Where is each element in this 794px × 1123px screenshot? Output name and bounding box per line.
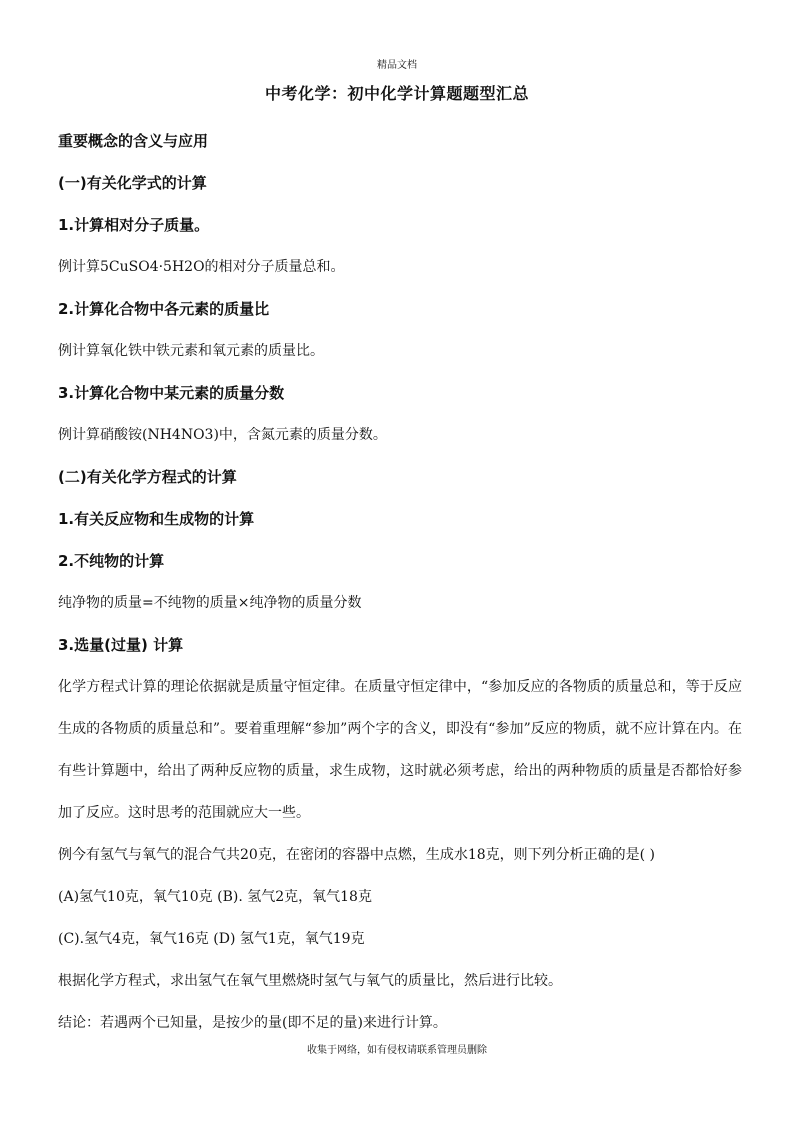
conclusion: 结论：若遇两个已知量，是按少的量(即不足的量)来进行计算。 <box>58 1015 447 1031</box>
subheading-relative-molecular-mass: 1.计算相对分子质量。 <box>58 216 210 234</box>
header-watermark: 精品文档 <box>377 60 417 71</box>
example-mass-fraction: 例计算硝酸铵(NH4NO3)中，含氮元素的质量分数。 <box>58 427 387 443</box>
subheading-mass-fraction: 3.计算化合物中某元素的质量分数 <box>58 384 285 402</box>
example-relative-molecular-mass: 例计算5CuSO4·5H2O的相对分子质量总和。 <box>58 259 345 275</box>
document-body <box>58 120 742 1044</box>
answer-options-ab: (A)氢气10克，氧气10克 (B). 氢气2克，氧气18克 <box>58 889 372 905</box>
subheading-element-mass-ratio: 2.计算化合物中各元素的质量比 <box>58 300 270 318</box>
subheading-excess-calc: 3.选量(过量) 计算 <box>58 636 184 654</box>
example-question: 例今有氢气与氧气的混合气共20克，在密闭的容器中点燃，生成水18克，则下列分析正确的是( ) <box>58 847 656 863</box>
section-heading-formula-calc: (一)有关化学式的计算 <box>58 174 207 192</box>
example-element-mass-ratio: 例计算氧化铁中铁元素和氧元素的质量比。 <box>58 343 324 359</box>
section-heading-concepts: 重要概念的含义与应用 <box>58 132 209 150</box>
subheading-impure-substances: 2.不纯物的计算 <box>58 552 165 570</box>
solution-method: 根据化学方程式，求出氢气在氧气里燃烧时氢气与氧气的质量比，然后进行比较。 <box>58 973 562 989</box>
page-title: 中考化学：初中化学计算题题型汇总 <box>264 84 529 103</box>
section-heading-equation-calc: (二)有关化学方程式的计算 <box>58 468 237 486</box>
paragraph-conservation-of-mass: 化学方程式计算的理论依据就是质量守恒定律。在质量守恒定律中，“参加反应的各物质的质量总和，等于反应生成的各物质的质量总和”。要着重理解“参加”两个字的含义，即没有“参加”反应的物质，就不应计算在内。在有些计算题中，给出了两种反应物的质量，求生成物，这时就必须考虑，给出的两种物质的质量是否都恰好参加了反应。这时思考的范围就应大一些。 <box>58 679 742 821</box>
formula-pure-mass: 纯净物的质量=不纯物的质量×纯净物的质量分数 <box>58 595 362 611</box>
subheading-reactants-products: 1.有关反应物和生成物的计算 <box>58 510 255 528</box>
answer-options-cd: (C).氢气4克，氧气16克 (D) 氢气1克，氧气19克 <box>58 931 365 947</box>
footer-disclaimer: 收集于网络，如有侵权请联系管理员删除 <box>307 1045 487 1056</box>
